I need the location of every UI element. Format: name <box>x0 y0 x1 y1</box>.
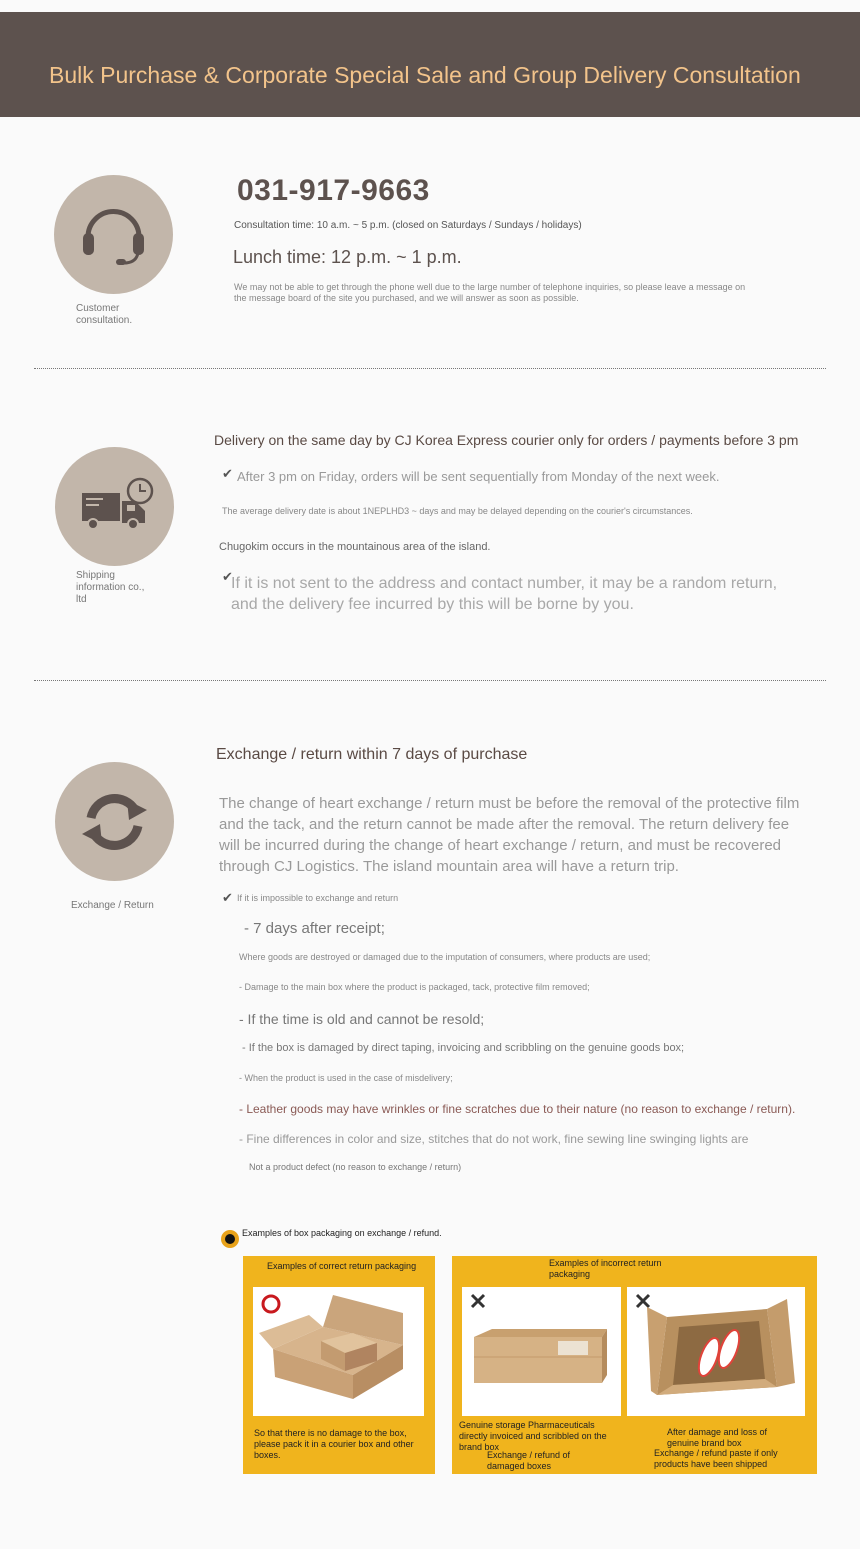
list-item: - If the box is damaged by direct taping, invoicing and scribbling on the genuine goods box; <box>242 1042 685 1054</box>
section-divider <box>34 368 826 369</box>
incorrect-packaging-title: Examples of incorrect return packaging <box>549 1258 662 1279</box>
incorrect-box-photo-2 <box>627 1287 805 1416</box>
correct-box-photo <box>253 1287 424 1416</box>
list-item: - 7 days after receipt; <box>244 920 385 937</box>
lunch-time: Lunch time: 12 p.m. ~ 1 p.m. <box>233 247 462 267</box>
list-item: Where goods are destroyed or damaged due to the imputation of consumers, where products are used; <box>239 952 651 962</box>
correct-mark-icon <box>261 1295 262 1296</box>
incorrect-caption-2: After damage and loss of genuine brand box <box>667 1427 768 1448</box>
exchange-caption: Exchange / Return <box>71 900 154 911</box>
incorrect-caption-1: Genuine storage Pharmaceuticals directly invoiced and scribbled on the brand box <box>459 1420 607 1452</box>
check-icon: ✔ <box>222 466 233 481</box>
incorrect-caption-2b: Exchange / refund paste if only products have been shipped <box>654 1448 778 1469</box>
shipping-headline: Delivery on the same day by CJ Korea Express courier only for orders / payments before 3 pm <box>214 432 799 448</box>
incorrect-box-photo-1 <box>462 1287 621 1416</box>
page-header <box>0 12 860 117</box>
list-item: Not a product defect (no reason to exchange / return) <box>249 1162 462 1172</box>
delivery-truck-icon <box>55 447 174 566</box>
consultation-note: We may not be able to get through the phone well due to the large number of telephone inquiries, so please leave a message on the message board of the site you purchased, and we will answer as soon as possible. <box>234 282 746 303</box>
exchange-headline: Exchange / return within 7 days of purchase <box>216 746 528 763</box>
exchange-paragraph: The change of heart exchange / return must be before the removal of the protective film and the tack, and the return cannot be made after the removal. The return delivery fee will be incurred during the change of heart exchange / return, and must be recovered through CJ Logistics. The island mountain area will have a return trip. <box>219 795 800 875</box>
headset-icon <box>54 175 173 294</box>
list-item: - When the product is used in the case of misdelivery; <box>239 1073 453 1083</box>
consultation-caption: Customer consultation. <box>76 303 133 326</box>
list-item: - Fine differences in color and size, stitches that do not work, fine sewing line swinging lights are <box>239 1132 749 1146</box>
section-divider <box>34 680 826 681</box>
shipping-island-note: Chugokim occurs in the mountainous area of the island. <box>219 541 491 553</box>
shipping-average-note: The average delivery date is about 1NEPLHD3 ~ days and may be delayed depending on the courier's circumstances. <box>222 506 693 516</box>
phone-number[interactable]: 031-917-9663 <box>237 174 430 207</box>
shipping-caption: Shipping information co., ltd <box>76 570 145 605</box>
bullet-icon <box>221 1230 239 1248</box>
correct-packaging-caption: So that there is no damage to the box, please pack it in a courier box and other boxes. <box>254 1428 414 1460</box>
list-item: - If the time is old and cannot be resold; <box>239 1011 485 1027</box>
incorrect-caption-1b: Exchange / refund of damaged boxes <box>487 1450 571 1471</box>
check-icon: ✔ <box>222 569 233 584</box>
check-icon: ✔ <box>222 890 233 905</box>
packaging-title: Examples of box packaging on exchange / refund. <box>242 1228 442 1238</box>
incorrect-mark-icon <box>470 1295 471 1296</box>
list-item: - Leather goods may have wrinkles or fine scratches due to their nature (no reason to exchange / return). <box>239 1102 796 1116</box>
consultation-hours: Consultation time: 10 a.m. ~ 5 p.m. (closed on Saturdays / Sundays / holidays) <box>234 220 582 231</box>
exchange-arrows-icon <box>55 762 174 881</box>
shipping-warning: If it is not sent to the address and contact number, it may be a random return, and the delivery fee incurred by this will be borne by you. <box>231 575 778 613</box>
exchange-impossible-label: If it is impossible to exchange and return <box>237 893 399 903</box>
page-title: Bulk Purchase & Corporate Special Sale and Group Delivery Consultation <box>49 62 801 88</box>
correct-packaging-title: Examples of correct return packaging <box>267 1261 417 1271</box>
shipping-friday-note: After 3 pm on Friday, orders will be sent sequentially from Monday of the next week. <box>237 469 720 484</box>
list-item: - Damage to the main box where the product is packaged, tack, protective film removed; <box>239 982 590 992</box>
